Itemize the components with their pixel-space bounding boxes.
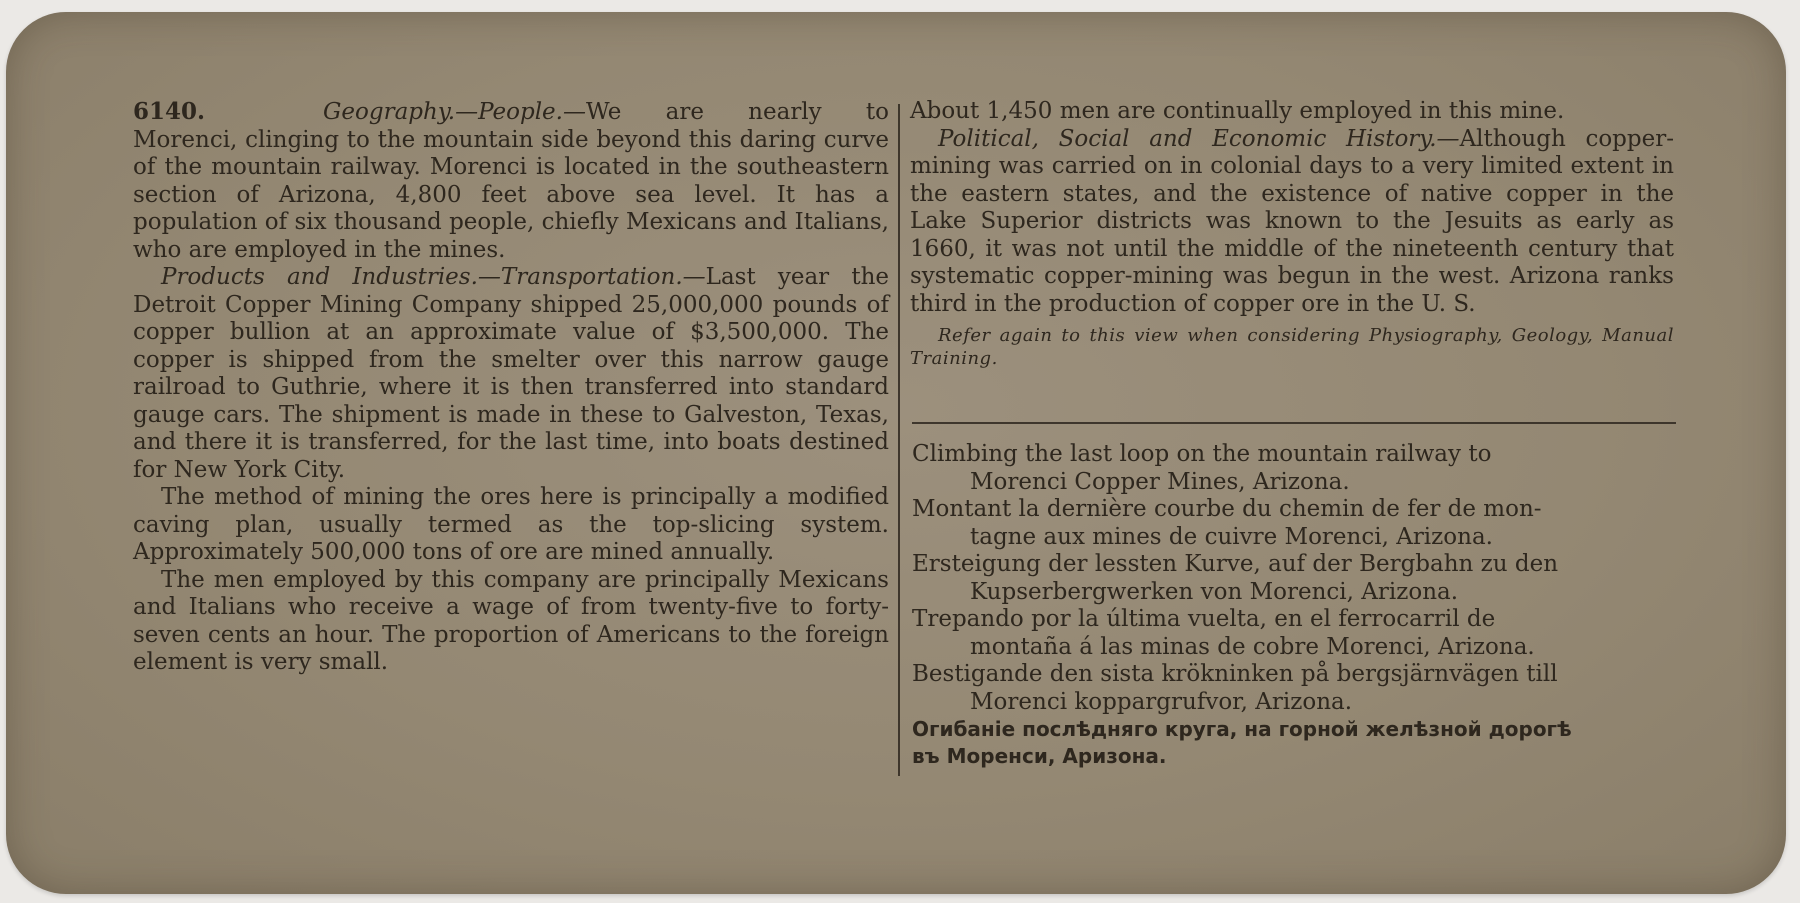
column-divider <box>898 104 900 776</box>
caption-german-line-2: Kupserbergwerken von Morenci, Arizona. <box>970 578 1459 605</box>
caption-french-line-1: Montant la dernière courbe du chemin de fer de mon- <box>912 496 1542 522</box>
caption-russian-line-2: въ Моренси, Аризона. <box>912 744 1167 768</box>
caption-russian-line-1: Огибаніе послѣдняго круга, на горной желѣзной дорогѣ <box>912 717 1572 741</box>
caption-swedish <box>912 661 1676 716</box>
text-geography: We are nearly to Morenci, clinging to the mountain side beyond this daring curve of the mountain railway. Morenci is located in the southeastern section of Arizona, 4,800 feet above sea level. It has a population of six thousand people, chiefly Mexicans and Italians, who are employed in the mines. <box>133 99 889 263</box>
caption-spanish-line-1: Trepando por la última vuelta, en el ferrocarril de <box>912 606 1496 632</box>
caption-english-line-1: Climbing the last loop on the mountain railway to <box>912 441 1492 467</box>
paragraph-workers: The men employed by this company are principally Mexicans and Italians who receive a wage of from twenty-five to forty-seven cents an hour. The proportion of Americans to the foreign element is very small. <box>133 566 889 675</box>
caption-russian <box>912 716 1676 770</box>
heading-geography: Geography.—People.— <box>323 99 586 125</box>
caption-german-line-1: Ersteigung der lessten Kurve, auf der Bergbahn zu den <box>912 551 1559 577</box>
heading-history: Political, Social and Economic History.— <box>938 125 1460 152</box>
right-text-column <box>910 98 1674 370</box>
paragraph-mining-method: The method of mining the ores here is principally a modified caving plan, usually termed as the top-slicing system. Approximately 500,000 tons of ore are mined annually. <box>133 484 889 565</box>
text-products: Last year the Detroit Copper Mining Company shipped 25,000,000 pounds of copper bullion at an approximate value of $3,500,000. The copper is shipped from the smelter over this narrow gauge railroad to Guthrie, where it is then transferred into standard gauge cars. The shipment is made in these to Galveston, Texas, and there it is transferred, for the last time, into boats destined for New York City. <box>133 264 889 483</box>
card-number: 6140. <box>133 98 206 125</box>
refer-note: Refer again to this view when considering Physiography, Geology, Manual Training. <box>910 325 1674 369</box>
caption-english <box>912 441 1676 496</box>
paragraph-geography <box>133 98 889 264</box>
caption-spanish-line-2: montaña á las minas de cobre Morenci, Arizona. <box>970 633 1535 660</box>
caption-swedish-line-2: Morenci koppargrufvor, Arizona. <box>970 688 1353 715</box>
caption-english-line-2: Morenci Copper Mines, Arizona. <box>970 468 1350 495</box>
heading-products: Products and Industries.—Transportation.— <box>161 264 706 290</box>
caption-spanish <box>912 606 1676 661</box>
caption-german <box>912 551 1676 606</box>
caption-french-line-2: tagne aux mines de cuivre Morenci, Arizona. <box>970 523 1493 550</box>
paragraph-history <box>910 126 1674 319</box>
caption-divider <box>912 422 1676 424</box>
caption-swedish-line-1: Bestigande den sista krökninken på bergsjärnvägen till <box>912 661 1558 687</box>
paragraph-employed: About 1,450 men are continually employed in this mine. <box>910 98 1565 124</box>
caption-french <box>912 496 1676 551</box>
text-history: Although copper-mining was carried on in colonial days to a very limited extent in the eastern states, and the existence of native copper in the Lake Superior districts was known to the Jesuits as early as 1660, it was not until the middle of the nineteenth century that systematic copper-mining was begun in the west. Arizona ranks third in the production of copper ore in the U. S. <box>910 125 1674 317</box>
left-text-column <box>133 98 889 677</box>
paragraph-products <box>133 264 889 484</box>
caption-block <box>912 441 1676 770</box>
